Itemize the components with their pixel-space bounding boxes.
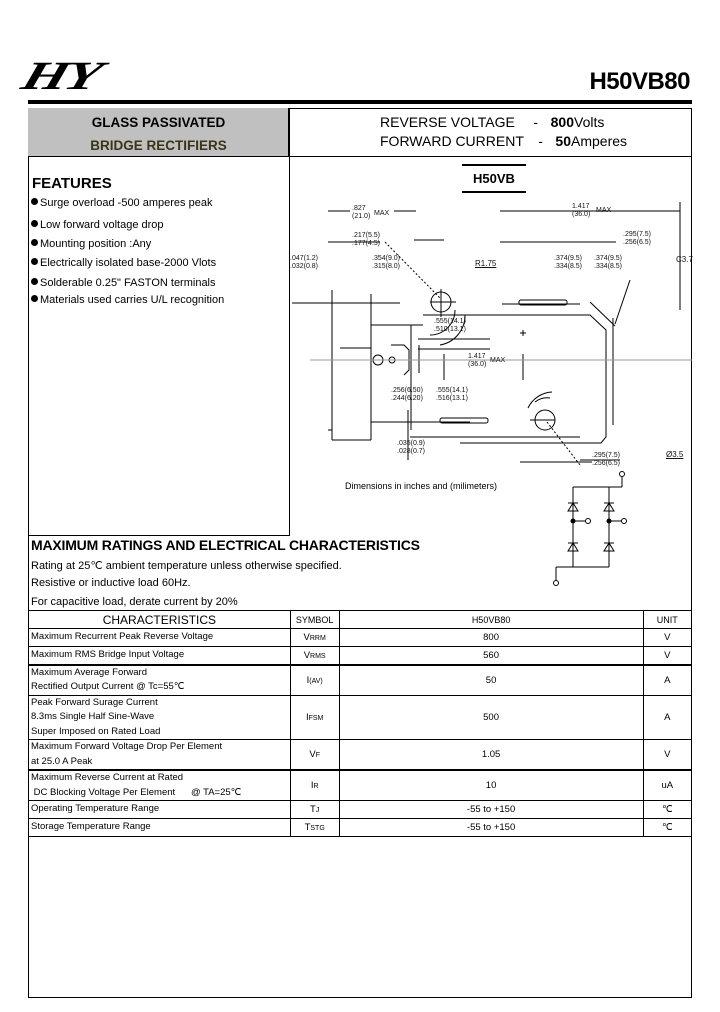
symbol-cell xyxy=(290,740,339,771)
symbol-sub: RMS xyxy=(310,652,326,660)
divider xyxy=(28,535,289,536)
dim-label xyxy=(592,452,620,468)
product-type-line1: GLASS PASSIVATED xyxy=(91,115,226,130)
symbol-sub: F xyxy=(315,752,320,759)
symbol-main: I xyxy=(306,674,310,686)
unit-cell: A xyxy=(643,695,691,740)
bullet-icon xyxy=(31,198,38,205)
characteristic-cell xyxy=(29,665,291,696)
value-cell: 1.05 xyxy=(339,740,643,771)
dim-text: .555(14.1) xyxy=(436,387,468,394)
dim-label xyxy=(594,255,622,271)
table-header-row xyxy=(29,611,692,629)
value-cell: 500 xyxy=(339,695,643,740)
value-cell: -55 to +150 xyxy=(339,801,643,819)
characteristic-text: Rectified Output Current @ Tc=55℃ xyxy=(31,681,185,692)
table-row xyxy=(29,801,692,819)
dim-text: .315(8.0) xyxy=(372,263,401,270)
symbol-sub: RRM xyxy=(309,635,326,642)
symbol-cell xyxy=(290,770,339,801)
dim-text: .555(14.1) xyxy=(434,318,466,325)
rating-note: For capacitive load, derate current by 20% xyxy=(31,596,238,608)
table-row xyxy=(29,647,692,665)
forward-current-spec xyxy=(380,133,627,149)
bullet-icon xyxy=(31,220,38,227)
dim-text: 1.417 xyxy=(468,353,486,360)
dim-text: .047(1.2) xyxy=(290,255,319,262)
feature-item xyxy=(31,277,216,289)
brand-logo: HY xyxy=(16,53,106,98)
dash: - xyxy=(533,114,539,130)
feature-text: Electrically isolated base-2000 Vlots xyxy=(40,257,217,269)
characteristic-text: Maximum RMS Bridge Input Voltage xyxy=(31,649,185,660)
forward-current-unit: Amperes xyxy=(571,133,628,149)
table-row xyxy=(29,665,692,696)
value-cell: 50 xyxy=(339,665,643,696)
dimensions-caption: Dimensions in inches and (milimeters) xyxy=(345,481,498,491)
feature-text: Low forward voltage drop xyxy=(40,219,164,231)
characteristic-cell xyxy=(29,819,291,837)
characteristic-text: Peak Forward Surage Current xyxy=(31,696,158,708)
hole-diameter-label: Ø3.5 xyxy=(666,450,684,459)
characteristic-text: DC Blocking Voltage Per Element @ TA=25℃ xyxy=(31,786,242,798)
characteristic-cell xyxy=(29,629,291,647)
symbol-sub: (AV) xyxy=(309,677,323,685)
dim-label xyxy=(554,255,582,271)
dim-text: .035(0.9) xyxy=(397,440,426,447)
characteristic-text: Maximum Reverse Current at Rated xyxy=(31,772,184,783)
dim-label xyxy=(290,255,318,271)
dim-label xyxy=(391,387,423,403)
symbol-cell xyxy=(290,801,339,819)
dim-label xyxy=(572,203,590,219)
characteristic-cell xyxy=(29,801,291,819)
ratings-heading: MAXIMUM RATINGS AND ELECTRICAL CHARACTERISTICS xyxy=(31,537,420,553)
feature-text: Surge overload -500 amperes peak xyxy=(40,197,213,209)
dim-text: .334(8.5) xyxy=(594,263,623,270)
column-header-unit: UNIT xyxy=(643,611,691,629)
symbol-main: V xyxy=(303,632,310,643)
unit-cell: V xyxy=(643,647,691,665)
dim-suffix: MAX xyxy=(374,210,390,217)
dim-text: .374(9.5) xyxy=(594,255,623,262)
symbol-cell xyxy=(290,647,339,665)
dim-label xyxy=(352,232,380,248)
dim-suffix: MAX xyxy=(596,207,612,214)
feature-item xyxy=(31,238,151,250)
unit-cell: ℃ xyxy=(643,801,691,819)
reverse-voltage-spec xyxy=(380,114,604,130)
dim-text: .256(6.5) xyxy=(592,460,621,467)
value-cell: 10 xyxy=(339,770,643,801)
characteristics-table xyxy=(28,610,692,837)
characteristic-text: 8.3ms Single Half Sine-Wave xyxy=(31,711,155,722)
dim-label xyxy=(352,205,370,221)
bullet-icon xyxy=(31,239,38,246)
unit-cell: V xyxy=(643,740,691,771)
dim-text: .295(7.5) xyxy=(592,452,621,459)
characteristic-text: Operating Temperature Range xyxy=(31,803,160,815)
dim-text: (36.0) xyxy=(468,361,487,368)
characteristic-text: Maximum Forward Voltage Drop Per Element xyxy=(31,741,223,752)
characteristic-text: Storage Temperature Range xyxy=(31,821,151,833)
dash: - xyxy=(538,133,543,149)
dim-text: 1.417 xyxy=(572,203,590,210)
dim-label xyxy=(468,353,486,369)
unit-cell: V xyxy=(643,629,691,647)
symbol-main: T xyxy=(310,804,316,815)
dim-label xyxy=(436,387,468,403)
symbol-sub: R xyxy=(313,783,319,790)
dim-label xyxy=(372,255,400,271)
characteristic-cell xyxy=(29,647,291,665)
symbol-main: T xyxy=(304,822,311,833)
column-header-symbol: SYMBOL xyxy=(290,611,339,629)
characteristic-text: Maximum Average Forward xyxy=(31,666,147,678)
feature-text: Materials used carries U/L recognition xyxy=(40,294,225,306)
reverse-voltage-unit: Volts xyxy=(574,114,605,130)
dim-text: .256(6.50) xyxy=(391,387,423,394)
dim-label xyxy=(623,231,651,247)
table-row xyxy=(29,629,692,647)
bullet-icon xyxy=(31,258,38,265)
dim-text: (36.0) xyxy=(572,211,591,218)
header-rule xyxy=(28,100,692,104)
part-number: H50VB80 xyxy=(589,68,690,95)
feature-text: Mounting position :Any xyxy=(40,238,152,250)
unit-cell: uA xyxy=(643,770,691,801)
dim-text: .028(0.7) xyxy=(397,448,426,455)
dim-text: .244(6.20) xyxy=(391,395,423,402)
feature-item xyxy=(31,294,224,306)
bullet-icon xyxy=(31,295,38,302)
divider xyxy=(289,156,692,157)
table-row xyxy=(29,770,692,801)
reverse-voltage-value: 800 xyxy=(550,114,574,130)
feature-item xyxy=(31,219,164,231)
symbol-main: I xyxy=(305,711,309,723)
characteristic-text: Maximum Recurrent Peak Reverse Voltage xyxy=(31,631,214,643)
features-heading: FEATURES xyxy=(32,175,112,192)
dim-text: .256(6.5) xyxy=(623,239,652,246)
reverse-voltage-label: REVERSE VOLTAGE xyxy=(380,114,515,130)
symbol-main: V xyxy=(309,749,316,760)
characteristic-text: Super Imposed on Rated Load xyxy=(31,725,161,737)
feature-item xyxy=(31,257,216,269)
feature-text: Solderable 0.25" FASTON terminals xyxy=(40,277,216,289)
radius-label: R1.75 xyxy=(475,259,497,268)
bridge-circuit-schematic-icon xyxy=(545,470,635,590)
forward-current-value: 50 xyxy=(555,133,571,149)
symbol-cell xyxy=(290,629,339,647)
unit-cell: A xyxy=(643,665,691,696)
package-name: H50VB xyxy=(462,164,526,193)
product-type-line2: BRIDGE RECTIFIERS xyxy=(90,138,227,153)
bullet-icon xyxy=(31,278,38,285)
table-row xyxy=(29,695,692,740)
column-header-characteristics: CHARACTERISTICS xyxy=(29,611,291,629)
dim-suffix: MAX xyxy=(490,357,506,364)
dim-text: .516(13.1) xyxy=(436,395,468,402)
dim-text: .334(8.5) xyxy=(554,263,583,270)
symbol-sub: FSM xyxy=(308,714,324,722)
table-row xyxy=(29,819,692,837)
table-row xyxy=(29,740,692,771)
symbol-cell xyxy=(290,695,339,740)
symbol-main: I xyxy=(310,780,314,791)
rating-note: Rating at 25℃ ambient temperature unless otherwise specified. xyxy=(31,560,342,572)
forward-current-label: FORWARD CURRENT xyxy=(380,133,524,149)
feature-item xyxy=(31,197,212,209)
value-cell: 560 xyxy=(339,647,643,665)
characteristic-cell xyxy=(29,695,291,740)
dim-text: .374(9.5) xyxy=(554,255,583,262)
dim-text: .295(7.5) xyxy=(623,231,652,238)
dim-text: (21.0) xyxy=(352,213,371,220)
dim-label xyxy=(434,318,466,334)
dim-text: .510(13.1) xyxy=(434,326,466,333)
chamfer-label: C3.7 xyxy=(676,255,693,264)
dim-text: .032(0.8) xyxy=(290,263,319,270)
characteristic-cell xyxy=(29,770,291,801)
symbol-cell xyxy=(290,819,339,837)
dim-label xyxy=(397,440,425,456)
value-cell: -55 to +150 xyxy=(339,819,643,837)
dim-text: .217(5.5) xyxy=(352,232,381,239)
unit-cell: ℃ xyxy=(643,819,691,837)
rating-note: Resistive or inductive load 60Hz. xyxy=(31,577,191,589)
characteristic-text: at 25.0 A Peak xyxy=(31,755,93,767)
dim-text: .177(4.5) xyxy=(352,240,381,247)
characteristic-cell xyxy=(29,740,291,771)
value-cell: 800 xyxy=(339,629,643,647)
symbol-main: V xyxy=(303,649,311,661)
symbol-sub: STG xyxy=(310,825,325,832)
dim-text: .827 xyxy=(352,205,366,212)
symbol-sub: J xyxy=(315,807,320,814)
column-header-value: H50VB80 xyxy=(339,611,643,629)
dim-text: .354(9.0) xyxy=(372,255,401,262)
symbol-cell xyxy=(290,665,339,696)
